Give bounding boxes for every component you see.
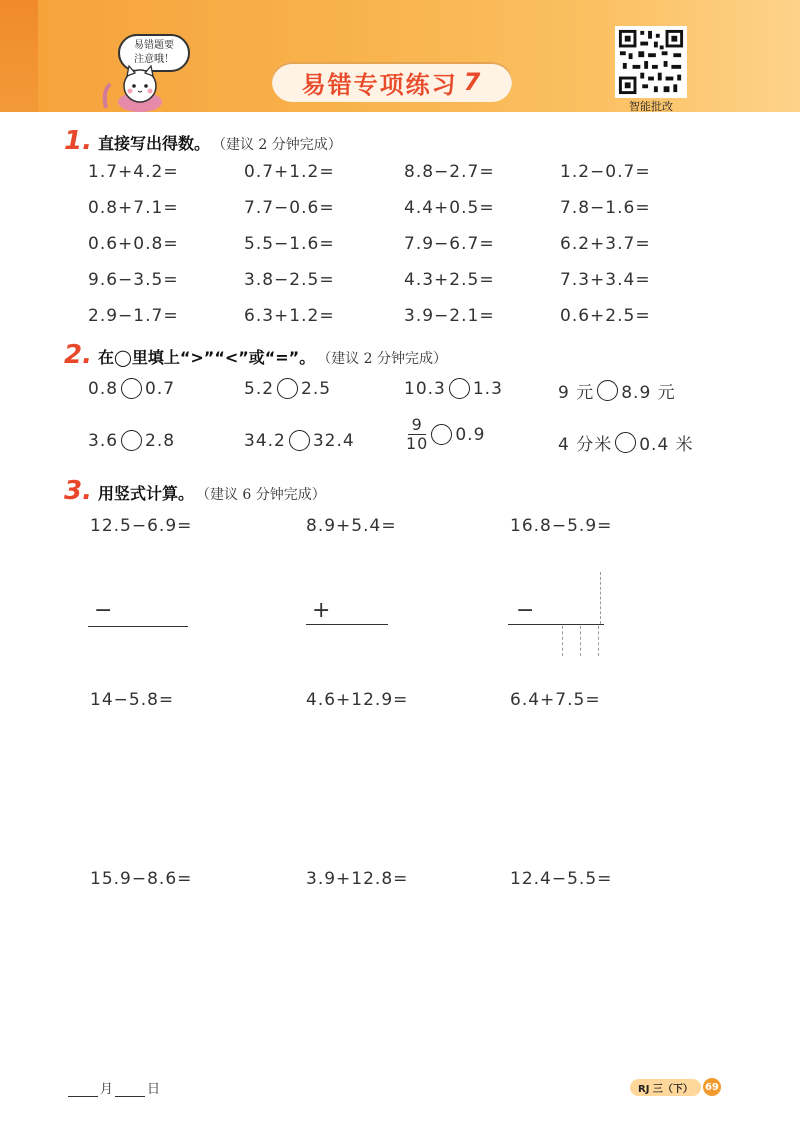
section-text: 用竖式计算。 xyxy=(97,484,194,503)
calc-underline xyxy=(306,624,388,625)
mental-math-item: 7.9−6.7= xyxy=(404,234,495,254)
guide-dashed-line xyxy=(562,626,563,656)
compare-item xyxy=(404,378,503,399)
mental-math-item: 9.6−3.5= xyxy=(88,270,179,290)
section-number: 3. xyxy=(64,476,92,506)
compare-item xyxy=(558,378,676,403)
page-title xyxy=(272,62,512,102)
compare-item xyxy=(88,378,175,399)
compare-left: 0.8 xyxy=(88,378,119,399)
title-number: 7 xyxy=(463,68,483,96)
grade-badge: RJ 三（下） xyxy=(630,1079,701,1096)
compare-item xyxy=(88,430,175,451)
section-1-title xyxy=(64,126,342,156)
day-label: 日 xyxy=(147,1082,161,1097)
page-number: 69 xyxy=(703,1078,721,1096)
answer-circle[interactable] xyxy=(615,432,636,453)
compare-right: 0.4 米 xyxy=(639,435,694,455)
mental-math-item: 8.8−2.7= xyxy=(404,162,495,182)
mental-math-item: 7.7−0.6= xyxy=(244,198,335,218)
compare-right: 32.4 xyxy=(312,430,355,451)
compare-item xyxy=(558,430,694,455)
mental-math-item: 0.8+7.1= xyxy=(88,198,179,218)
compare-left: 4 分米 xyxy=(558,435,613,455)
compare-right: 0.9 xyxy=(455,424,486,445)
mental-math-item: 5.5−1.6= xyxy=(244,234,335,254)
guide-dashed-line xyxy=(580,626,581,656)
guide-dashed-line xyxy=(600,572,601,624)
section-number: 2. xyxy=(64,340,92,370)
mental-math-item: 4.4+0.5= xyxy=(404,198,495,218)
answer-circle[interactable] xyxy=(277,378,298,399)
operator-sign: − xyxy=(516,598,535,623)
answer-circle[interactable] xyxy=(121,378,142,399)
answer-circle[interactable] xyxy=(121,430,142,451)
speech-line-2: 注意哦！ xyxy=(134,54,174,65)
answer-circle[interactable] xyxy=(597,380,618,401)
section-text: 直接写出得数。 xyxy=(97,134,210,153)
section-3-title xyxy=(64,476,326,506)
compare-right: 1.3 xyxy=(472,378,503,399)
compare-right: 2.8 xyxy=(145,430,176,451)
answer-circle[interactable] xyxy=(289,430,310,451)
section-text: 在◯里填上“>”“<”或“=”。 xyxy=(97,348,316,367)
operator-sign: + xyxy=(312,598,331,623)
mental-math-item: 6.2+3.7= xyxy=(560,234,651,254)
fraction-numerator: 9 xyxy=(411,415,423,434)
operator-sign: − xyxy=(94,598,113,623)
compare-item xyxy=(244,430,355,451)
section-number: 1. xyxy=(64,126,92,156)
vertical-calc-problem: 12.4−5.5= xyxy=(510,869,613,889)
mental-math-item: 0.7+1.2= xyxy=(244,162,335,182)
compare-left: 10.3 xyxy=(404,378,446,399)
mental-math-item: 7.3+3.4= xyxy=(560,270,651,290)
header-accent xyxy=(0,0,38,112)
month-blank[interactable] xyxy=(68,1084,98,1097)
mental-math-item: 1.7+4.2= xyxy=(88,162,179,182)
compare-left: 5.2 xyxy=(244,378,275,399)
vertical-calc-problem: 16.8−5.9= xyxy=(510,516,613,536)
vertical-calc-problem: 14−5.8= xyxy=(90,690,175,710)
mental-math-item: 4.3+2.5= xyxy=(404,270,495,290)
compare-left: 34.2 xyxy=(244,430,286,451)
vertical-calc-problem: 8.9+5.4= xyxy=(306,516,397,536)
vertical-calc-problem: 12.5−6.9= xyxy=(90,516,193,536)
section-hint: （建议 2 分钟完成） xyxy=(317,351,448,367)
vertical-calc-problem: 6.4+7.5= xyxy=(510,690,601,710)
section-hint: （建议 6 分钟完成） xyxy=(195,487,326,503)
month-label: 月 xyxy=(100,1082,114,1097)
vertical-calc-problem: 3.9+12.8= xyxy=(306,869,409,889)
mental-math-item: 6.3+1.2= xyxy=(244,306,335,326)
mental-math-item: 3.8−2.5= xyxy=(244,270,335,290)
section-hint: （建议 2 分钟完成） xyxy=(211,137,342,153)
answer-circle[interactable] xyxy=(431,424,452,445)
vertical-calc-problem: 4.6+12.9= xyxy=(306,690,409,710)
section-2-title xyxy=(64,340,447,370)
mental-math-item: 3.9−2.1= xyxy=(404,306,495,326)
mental-math-item: 7.8−1.6= xyxy=(560,198,651,218)
mental-math-item: 1.2−0.7= xyxy=(560,162,651,182)
compare-item xyxy=(406,416,485,453)
compare-right: 2.5 xyxy=(301,378,332,399)
vertical-calc-problem: 15.9−8.6= xyxy=(90,869,193,889)
calc-underline xyxy=(88,626,188,627)
mental-math-item: 0.6+0.8= xyxy=(88,234,179,254)
qr-code-icon[interactable] xyxy=(615,26,687,98)
answer-circle[interactable] xyxy=(449,378,470,399)
fraction-denominator: 10 xyxy=(406,434,429,453)
mental-math-item: 2.9−1.7= xyxy=(88,306,179,326)
cat-mascot-icon xyxy=(100,62,172,112)
calc-underline xyxy=(508,624,604,625)
compare-left: 3.6 xyxy=(88,430,119,451)
speech-line-1: 易错题要 xyxy=(134,40,174,51)
guide-dashed-line xyxy=(598,626,599,656)
compare-right: 8.9 元 xyxy=(621,383,676,403)
date-field[interactable] xyxy=(66,1078,160,1097)
title-text: 易错专项练习 xyxy=(301,70,458,99)
compare-right: 0.7 xyxy=(145,378,176,399)
day-blank[interactable] xyxy=(115,1084,145,1097)
fraction xyxy=(406,416,428,453)
mental-math-item: 0.6+2.5= xyxy=(560,306,651,326)
compare-left: 9 元 xyxy=(558,383,595,403)
qr-label: 智能批改 xyxy=(629,100,673,113)
page-footer xyxy=(630,1078,721,1096)
compare-item xyxy=(244,378,331,399)
